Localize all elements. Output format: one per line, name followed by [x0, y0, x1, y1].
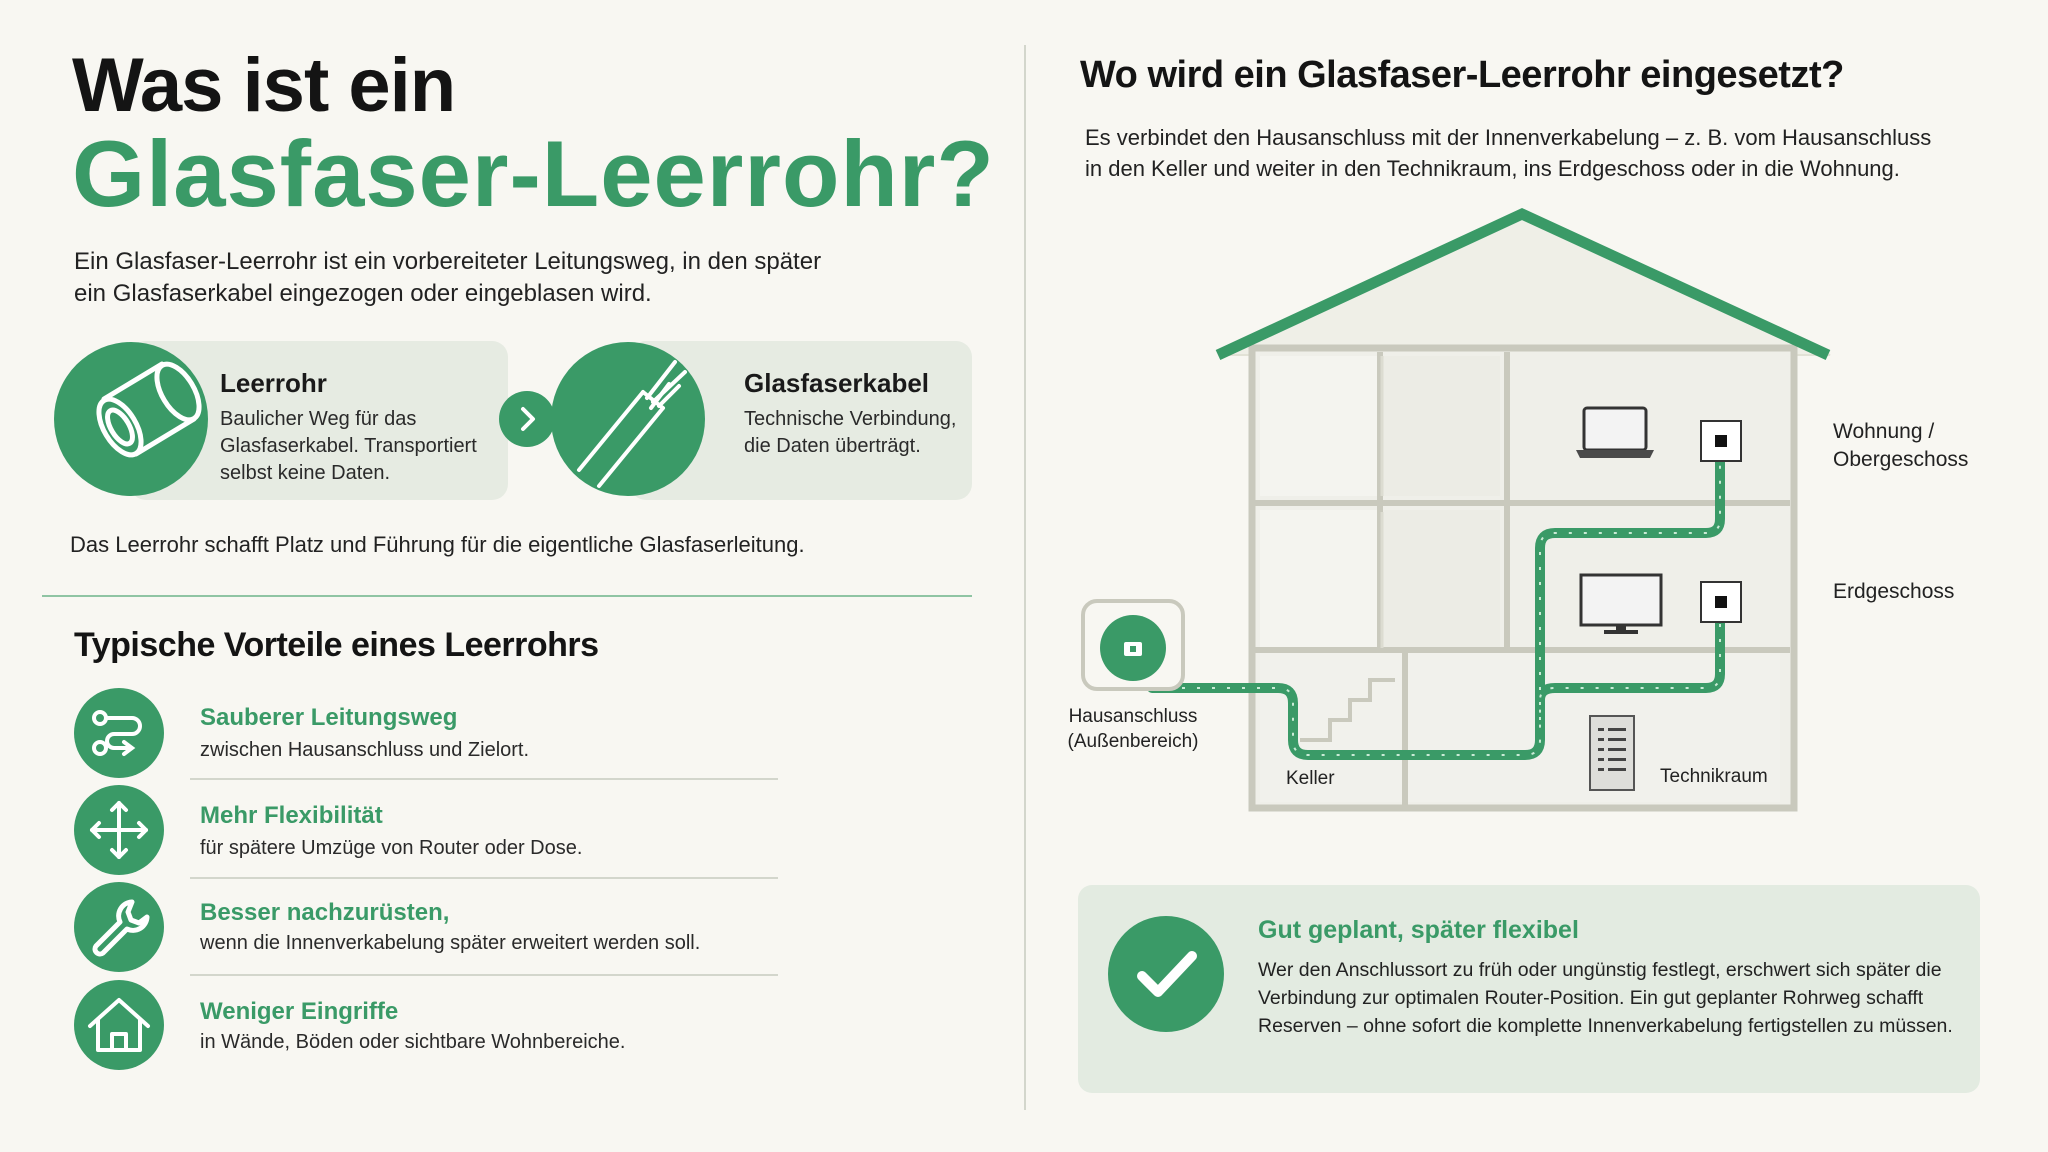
advantage-text-1: zwischen Hausanschluss und Zielort. [200, 739, 530, 761]
wrench-icon [74, 882, 164, 972]
card-leerrohr-circle [54, 342, 208, 496]
monitor-icon [1581, 575, 1661, 634]
route-icon [74, 688, 164, 778]
card-glasfaserkabel-text: Technische Verbindung, die Daten überträgt. [744, 408, 957, 457]
label-keller: Keller [1286, 768, 1335, 789]
fiber-cable-icon [551, 342, 705, 496]
page-title-line1: Was ist ein [72, 43, 456, 128]
label-wohnung [1833, 418, 1968, 474]
checkmark-icon [1108, 916, 1224, 1032]
card-leerrohr-title: Leerrohr [220, 368, 327, 398]
advantage-text-3: wenn die Innenverkabelung später erweitert werden soll. [200, 932, 701, 954]
advantage-circle-1 [74, 688, 164, 778]
label-wohnung-line2: Obergeschoss [1833, 448, 1969, 471]
card-glasfaserkabel-title: Glasfaserkabel [744, 368, 930, 398]
info-title: Gut geplant, später flexibel [1258, 916, 1579, 944]
advantage-circle-3 [74, 882, 164, 972]
advantage-divider-2 [190, 877, 778, 879]
pipe-icon [54, 342, 208, 496]
move-arrows-icon [74, 785, 164, 875]
advantage-title-1: Sauberer Leitungsweg [200, 704, 458, 731]
advantage-title-3: Besser nachzurüsten, [200, 899, 450, 926]
advantage-title-2: Mehr Flexibilität [200, 802, 383, 829]
info-check-circle [1108, 916, 1224, 1032]
house-roof [1220, 212, 1830, 355]
advantage-circle-4 [74, 980, 164, 1070]
label-technikraum: Technikraum [1660, 766, 1768, 787]
advantage-text-2: für spätere Umzüge von Router oder Dose. [200, 837, 583, 859]
advantage-title-4: Weniger Eingriffe [200, 998, 399, 1025]
label-hausanschluss [1055, 704, 1211, 754]
next-arrow-button [499, 391, 555, 447]
server-rack-icon [1590, 716, 1634, 790]
right-heading: Wo wird ein Glasfaser-Leerrohr eingesetzt? [1080, 54, 1844, 96]
label-wohnung-line1: Wohnung / [1833, 420, 1935, 443]
info-text: Wer den Anschlussort zu früh oder ungünstig festlegt, erschwert sich später die Verbindung zur optimalen Router-Position. Ein gut geplanter Rohrweg schafft Reserven – ohne sofort die komplette Innenverkabelung fertigstellen zu müssen. [1258, 959, 1953, 1037]
label-hausanschluss-line2: (Außenbereich) [1067, 731, 1199, 752]
laptop-icon [1576, 408, 1654, 458]
hausanschluss-box [1083, 601, 1183, 689]
advantage-divider-1 [190, 778, 778, 780]
chevron-right-icon [499, 391, 555, 447]
label-erdgeschoss: Erdgeschoss [1833, 580, 1955, 603]
right-description: Es verbindet den Hausanschluss mit der Innenverkabelung – z. B. vom Hausanschluss in den Keller und weiter in den Technikraum, ins Erdgeschoss oder in die Wohnung. [1085, 125, 1932, 181]
advantage-text-4: in Wände, Böden oder sichtbare Wohnbereiche. [200, 1031, 626, 1053]
section-divider [42, 595, 972, 597]
card-leerrohr-text: Baulicher Weg für das Glasfaserkabel. Transportiert selbst keine Daten. [220, 408, 477, 484]
intro-text: Ein Glasfaser-Leerrohr ist ein vorbereiteter Leitungsweg, in den später ein Glasfaserkabel eingezogen oder eingeblasen wird. [74, 248, 822, 307]
summary-text: Das Leerrohr schafft Platz und Führung für die eigentliche Glasfaserleitung. [70, 532, 805, 557]
advantage-divider-3 [190, 974, 778, 976]
advantage-circle-2 [74, 785, 164, 875]
card-glasfaserkabel-circle [551, 342, 705, 496]
label-hausanschluss-line1: Hausanschluss [1068, 706, 1198, 727]
house-icon [74, 980, 164, 1070]
column-divider [1024, 45, 1026, 1110]
page-title-line2: Glasfaser-Leerrohr? [72, 121, 995, 226]
advantages-heading: Typische Vorteile eines Leerrohrs [74, 626, 599, 664]
